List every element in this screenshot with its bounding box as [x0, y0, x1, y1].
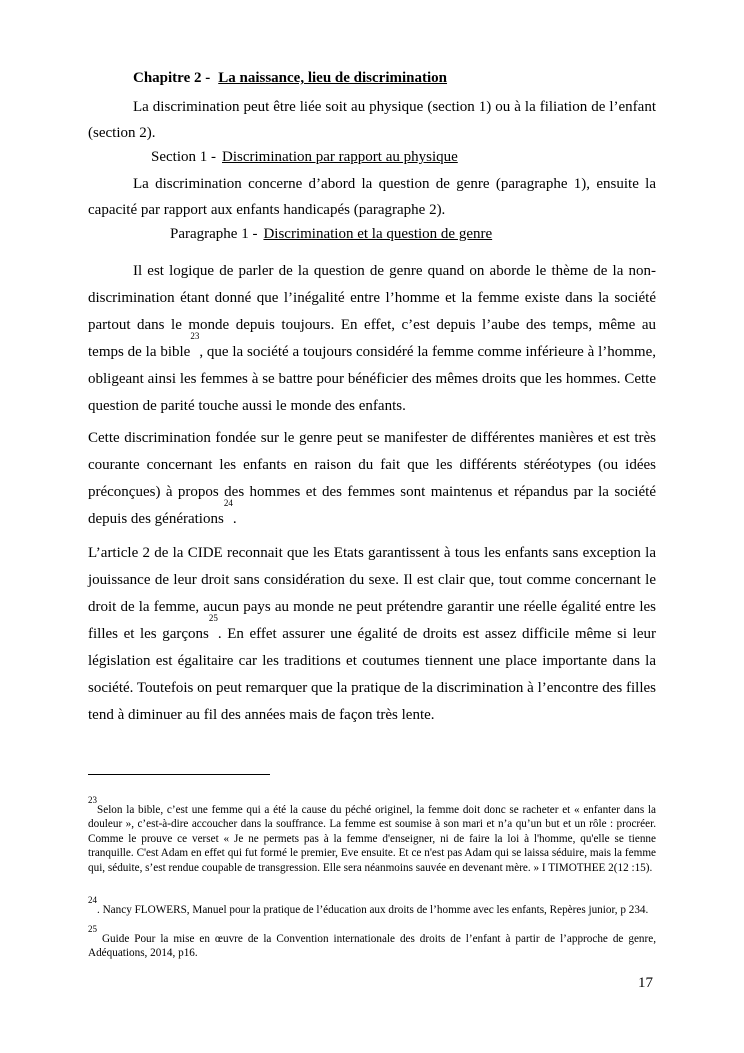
chapter-intro: La discrimination peut être liée soit au physique (section 1) ou à la filiation de l’enfant (section 2). — [88, 99, 656, 141]
section-heading — [151, 149, 458, 166]
page-number: 17 — [638, 975, 653, 991]
body-paragraph-1 — [88, 258, 656, 420]
chapter-heading — [133, 70, 447, 87]
footnote-ref-23: 23 — [190, 331, 200, 341]
footnote-24 — [88, 895, 656, 917]
paragraph-label: Paragraphe 1 - — [170, 226, 258, 242]
footnote-ref-25: 25 — [208, 613, 218, 623]
chapter-label: Chapitre 2 - — [133, 70, 211, 86]
footnote-number: 25 — [88, 924, 97, 934]
section-label: Section 1 - — [151, 149, 216, 165]
footnote-separator — [88, 774, 270, 775]
footnote-25 — [88, 924, 656, 961]
section-title: Discrimination par rapport au physique — [222, 149, 458, 165]
footnote-number: 24 — [88, 895, 97, 905]
body-text: L’article 2 de la CIDE reconnait que les Etats garantissent à tous les enfants sans exception la jouissance de leur droit sans considération du sexe. Il est clair que, tout comme concernant le droit de la femme, aucun pays au monde ne peut prétendre garantir une réelle égalité entre les filles et les garçons — [88, 545, 656, 642]
footnote-number: 23 — [88, 795, 97, 805]
body-text: , que la société a toujours considéré la femme comme inférieure à l’homme, obligeant ainsi les femmes à se battre pour bénéficier des mêmes droits que les hommes. Cette question de parité touche aussi le monde des enfants. — [88, 344, 656, 414]
body-paragraph-2 — [88, 425, 656, 533]
body-text: . — [232, 511, 237, 527]
footnote-ref-24: 24 — [223, 498, 233, 508]
body-text: . En effet assurer une égalité de droits est assez difficile même si leur législation est égalitaire car les traditions et coutumes tiennent une place importante dans la société. Toutefois on peut remarquer que la pratique de la discrimination à l’encontre des filles tend à diminuer au fil des années mais de façon très lente. — [88, 626, 656, 723]
body-text: Cette discrimination fondée sur le genre peut se manifester de différentes manières et est très courante concernant les enfants en raison du fait que les différents stéréotypes (ou idées préconçues) à propos des hommes et des femmes sont maintenus et répandus par la société depuis des générations — [88, 430, 656, 527]
footnote-text: Selon la bible, c’est une femme qui a été la cause du péché originel, la femme doit donc se racheter et « enfanter dans la douleur », c’est-à-dire accoucher dans la souffrance. La femme est soumise à son mari et n’a qu’un but et un rôle : procréer. Comme le prouve ce verset « Je ne permets pas à la femme d'enseigner, ni de faire la loi à l'homme, qu'elle se tienne tranquille. C'est Adam en effet qui fut formé le premier, Eve ensuite. Et ce n'est pas Adam qui se laissa séduire, mais la femme qui, séduite, s’est rendue coupable de transgression. Elle sera néanmoins sauvée en devenant mère. » I TIMOTHEE 2(12 :15). — [88, 804, 656, 874]
paragraph-heading — [170, 226, 492, 243]
footnote-text: Guide Pour la mise en œuvre de la Convention internationale des droits de l’enfant à partir de l’approche de genre, Adéquations, 2014, p16. — [88, 933, 656, 960]
section-intro: La discrimination concerne d’abord la question de genre (paragraphe 1), ensuite la capacité par rapport aux enfants handicapés (paragraphe 2). — [88, 176, 656, 218]
footnote-23 — [88, 795, 656, 875]
footnote-text: . Nancy FLOWERS, Manuel pour la pratique de l’éducation aux droits de l’homme avec les enfants, Repères junior, p 234. — [97, 904, 649, 916]
paragraph-title: Discrimination et la question de genre — [263, 226, 493, 242]
chapter-title: La naissance, lieu de discrimination — [218, 70, 448, 86]
body-text: Il est logique de parler de la question de genre quand on aborde le thème de la non-discrimination étant donné que l’inégalité entre l’homme et la femme existe dans la société partout dans le monde depuis toujours. En effet, c’est depuis l’aube des temps, même au temps de la bible — [88, 263, 656, 360]
body-paragraph-3 — [88, 540, 656, 729]
